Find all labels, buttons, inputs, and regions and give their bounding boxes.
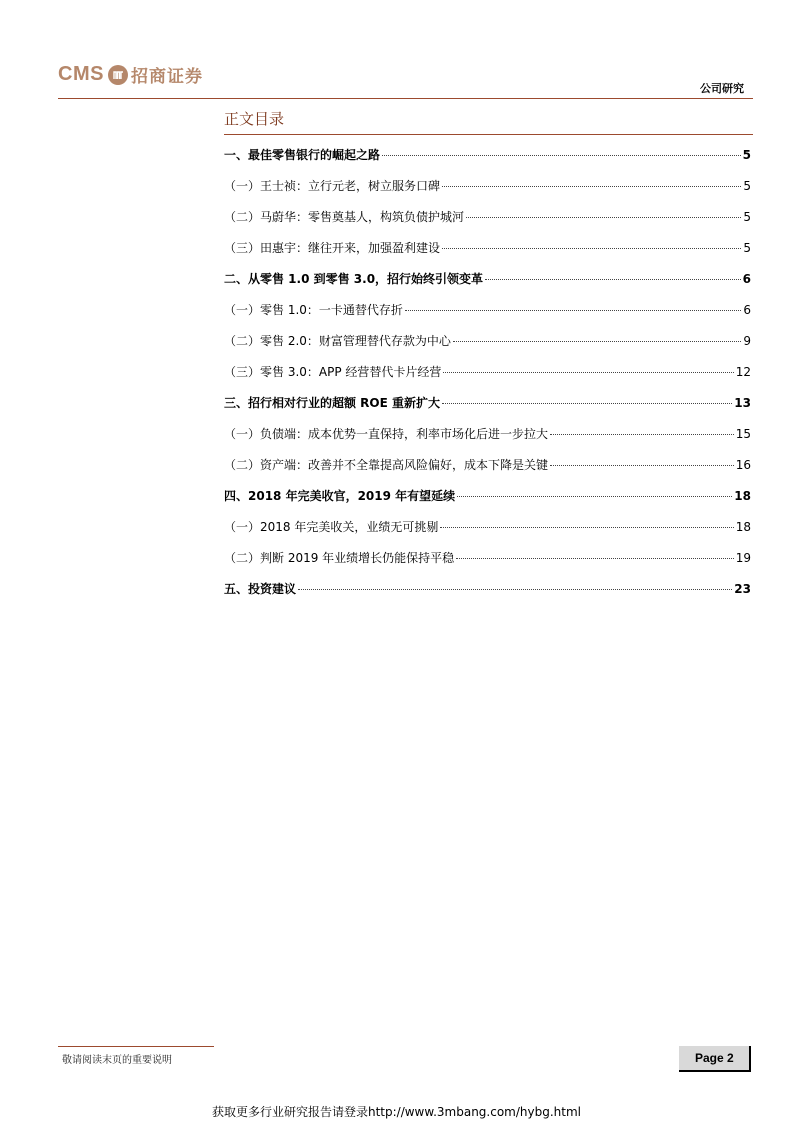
toc-entry-text: 四、2018 年完美收官，2019 年有望延续 (224, 489, 456, 503)
toc-entry-chapter[interactable] (224, 270, 751, 301)
toc-entry-section[interactable] (224, 239, 751, 270)
logo-emblem-icon (108, 65, 128, 85)
toc-dot-leader (457, 496, 732, 497)
toc-dot-leader (298, 589, 732, 590)
toc-entry-text: （一）王士祯：立行元老，树立服务口碑 (224, 179, 441, 193)
toc-entry-text: 五、投资建议 (224, 582, 297, 596)
logo-text: CMS (58, 63, 104, 85)
toc-entry-text: （一）负债端：成本优势一直保持，利率市场化后进一步拉大 (224, 427, 549, 441)
page-number-box (679, 1046, 751, 1072)
toc-dot-leader (550, 465, 734, 466)
cms-logo (58, 62, 203, 87)
toc-dot-leader (405, 310, 741, 311)
footer-divider (58, 1046, 214, 1047)
toc-entry-page: 6 (743, 303, 751, 317)
toc-entry-section[interactable] (224, 456, 751, 487)
toc-entry-text: （二）零售 2.0：财富管理替代存款为中心 (224, 334, 451, 348)
toc-entry-text: （二）判断 2019 年业绩增长仍能保持平稳 (224, 551, 455, 565)
toc-entry-section[interactable] (224, 425, 751, 456)
logo-chinese-name: 招商证券 (130, 67, 203, 87)
toc-entry-text: （二）马蔚华：零售奠基人，构筑负债护城河 (224, 210, 465, 224)
toc-entry-page: 6 (742, 272, 751, 286)
toc-entry-text: （二）资产端：改善并不全靠提高风险偏好，成本下降是关键 (224, 458, 549, 472)
toc-entry-page: 16 (735, 458, 751, 472)
page-header (0, 0, 793, 100)
toc-entry-page: 23 (734, 582, 751, 596)
toc-dot-leader (440, 527, 733, 528)
header-divider (58, 98, 753, 99)
toc-entry-page: 18 (735, 520, 751, 534)
section-label: 公司研究 (700, 82, 744, 95)
toc-entry-section[interactable] (224, 363, 751, 394)
toc-entry-page: 9 (743, 334, 751, 348)
toc-dot-leader (550, 434, 734, 435)
toc-entry-page: 19 (735, 551, 751, 565)
toc-entry-page: 5 (742, 148, 751, 162)
toc-entry-section[interactable] (224, 177, 751, 208)
toc-dot-leader (442, 186, 741, 187)
toc-entry-text: 三、招行相对行业的超额 ROE 重新扩大 (224, 396, 440, 410)
toc-entry-chapter[interactable] (224, 146, 751, 177)
toc-entry-text: （一）零售 1.0：一卡通替代存折 (224, 303, 403, 317)
toc-entry-text: （三）田惠宇：继往开来，加强盈利建设 (224, 241, 441, 255)
toc-entry-section[interactable] (224, 332, 751, 363)
toc-entry-page: 12 (735, 365, 751, 379)
toc-dot-leader (453, 341, 741, 342)
bottom-promo-link[interactable]: 获取更多行业研究报告请登录http://www.3mbang.com/hybg.html (211, 1105, 581, 1119)
toc-entry-section[interactable] (224, 549, 751, 580)
toc-entry-text: 一、最佳零售银行的崛起之路 (224, 148, 381, 162)
toc-entry-chapter[interactable] (224, 580, 751, 611)
toc-entry-text: （三）零售 3.0：APP 经营替代卡片经营 (224, 365, 442, 379)
toc-title: 正文目录 (224, 110, 285, 128)
toc-entry-page: 5 (743, 241, 751, 255)
toc-dot-leader (443, 372, 733, 373)
page-number: Page 2 (695, 1051, 734, 1065)
toc-entry-section[interactable] (224, 518, 751, 549)
toc-entry-page: 18 (734, 489, 751, 503)
toc-entry-text: （一）2018 年完美收关，业绩无可挑剔 (224, 520, 439, 534)
toc-dot-leader (466, 217, 741, 218)
table-of-contents (224, 146, 751, 611)
toc-entry-page: 5 (743, 179, 751, 193)
toc-entry-section[interactable] (224, 301, 751, 332)
toc-entry-text: 二、从零售 1.0 到零售 3.0，招行始终引领变革 (224, 272, 484, 286)
toc-dot-leader (485, 279, 741, 280)
toc-entry-page: 5 (743, 210, 751, 224)
toc-entry-chapter[interactable] (224, 394, 751, 425)
toc-entry-page: 13 (734, 396, 751, 410)
toc-dot-leader (442, 403, 732, 404)
toc-dot-leader (382, 155, 741, 156)
toc-title-divider (224, 134, 753, 135)
toc-dot-leader (456, 558, 734, 559)
toc-entry-section[interactable] (224, 208, 751, 239)
footer-disclaimer-note: 敬请阅读末页的重要说明 (62, 1055, 172, 1066)
toc-dot-leader (442, 248, 741, 249)
toc-entry-chapter[interactable] (224, 487, 751, 518)
toc-entry-page: 15 (735, 427, 751, 441)
